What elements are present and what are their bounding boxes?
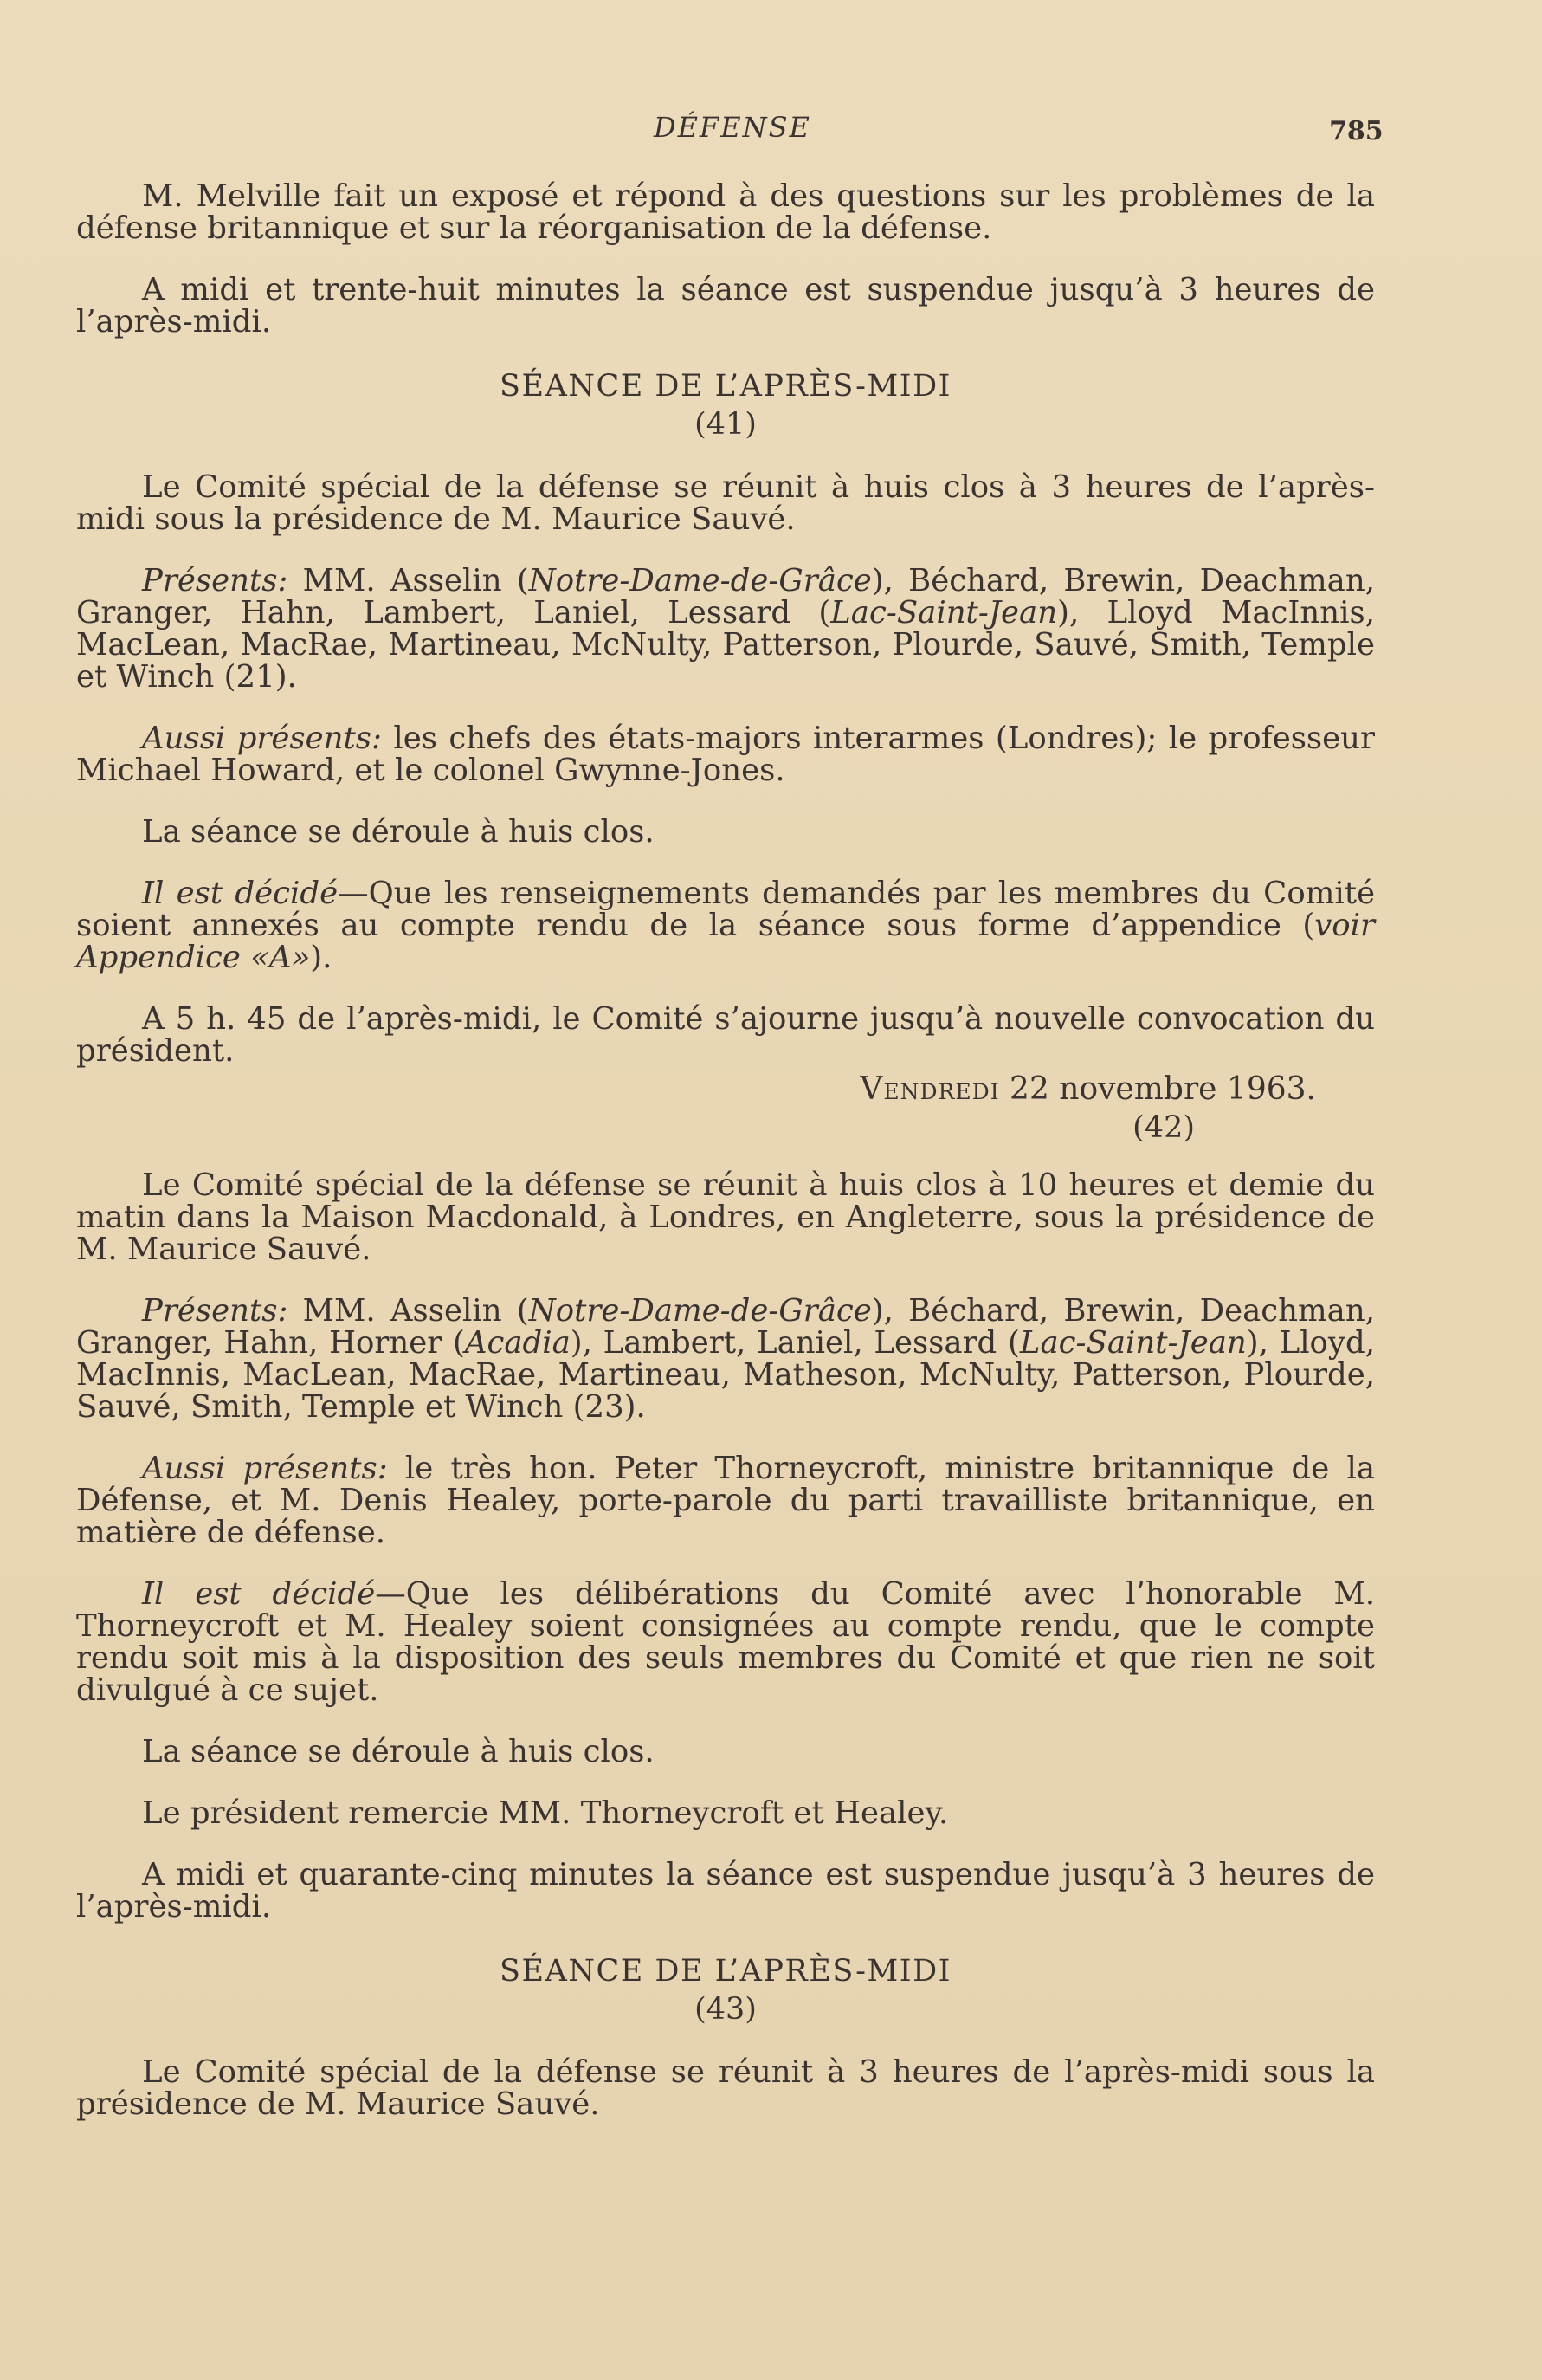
paragraph-aussi-presents-41: [76, 722, 1375, 786]
aussi-presents-label: Aussi présents:: [142, 721, 382, 756]
paragraph-opening-41: Le Comité spécial de la défense se réunit à huis clos à 3 heures de l’après-midi sous la présidence de M. Maurice Sauvé.: [76, 469, 1375, 537]
paragraph-suspension-midi: A midi et trente-huit minutes la séance est suspendue jusqu’à 3 heures de l’après-midi.: [76, 272, 1375, 340]
paragraph-opening-42: Le Comité spécial de la défense se réunit à huis clos à 10 heures et demie du matin dans la Maison Macdonald, à Londres, en Angleterre, sous la présidence de M. Maurice Sauvé.: [76, 1167, 1375, 1267]
paragraph-melville: M. Melville fait un exposé et répond à des questions sur les problèmes de la défense britannique et sur la réorganisation de la défense.: [76, 178, 1375, 246]
decide-label: Il est décidé: [142, 876, 339, 911]
paragraph-presents-42: [76, 1295, 1375, 1423]
document-body: [76, 180, 1375, 2150]
paragraph-decide-42: [76, 1578, 1375, 1706]
paragraph-adjourn-41: A 5 h. 45 de l’après-midi, le Comité s’ajourne jusqu’à nouvelle convocation du président.: [76, 1001, 1375, 1069]
presents-text: MM. Asselin (: [287, 563, 529, 598]
seance-number-43: (43): [694, 1992, 757, 2027]
riding-name: Lac-Saint-Jean: [1019, 1325, 1247, 1361]
paragraph-opening-43: Le Comité spécial de la défense se réunit à 3 heures de l’après-midi sous la présidence de M. Maurice Sauvé.: [76, 2054, 1375, 2122]
aussi-presents-label: Aussi présents:: [142, 1451, 388, 1486]
date-day: Vendredi: [860, 1071, 1000, 1107]
decide-label: Il est décidé: [142, 1576, 376, 1612]
riding-name: Notre-Dame-de-Grâce: [528, 563, 872, 598]
running-head: [0, 111, 1542, 154]
paragraph-suspend-42: A midi et quarante-cinq minutes la séance est suspendue jusqu’à 3 heures de l’après-midi.: [76, 1857, 1375, 1924]
paragraph-remercie-42: Le président remercie MM. Thorneycroft et Healey.: [142, 1795, 949, 1831]
decide-text: ).: [310, 940, 332, 975]
decide-text: —Que les renseignements demandés par les membres du Comité soient annexés au compte rendu de la séance sous forme d’appendice (: [76, 876, 1375, 943]
seance-number-41: (41): [694, 407, 757, 442]
paragraph-aussi-presents-42: [76, 1452, 1375, 1549]
date-line-42: [76, 1070, 1375, 1109]
decide-text: —Que les délibérations du Comité avec l’honorable M. Thorneycroft et M. Healey soient consignées au compte rendu, que le compte rendu soit mis à la disposition des seuls membres du Comité et que rien ne soit divulgué à ce sujet.: [76, 1576, 1375, 1708]
presents-text: ), Lambert, Laniel, Lessard (: [570, 1325, 1020, 1361]
riding-name: Lac-Saint-Jean: [830, 595, 1058, 631]
riding-name: Acadia: [464, 1325, 571, 1361]
paragraph-huis-clos-41: La séance se déroule à huis clos.: [142, 814, 655, 850]
page-number: 785: [1329, 116, 1384, 146]
presents-label: Présents:: [142, 1293, 288, 1329]
running-head-title: DÉFENSE: [654, 111, 811, 144]
presents-label: Présents:: [142, 563, 288, 598]
paragraph-huis-clos-42: La séance se déroule à huis clos.: [142, 1734, 655, 1769]
section-heading-41: SÉANCE DE L’APRÈS-MIDI: [500, 369, 952, 404]
paragraph-presents-41: [76, 565, 1375, 693]
presents-text: ), Lloyd MacInnis, MacLean, MacRae, Martineau, McNulty, Patterson, Plourde, Sauvé, Smith, Temple et Winch (21).: [76, 595, 1375, 695]
riding-name: Notre-Dame-de-Grâce: [528, 1293, 872, 1329]
aussi-presents-text: les chefs des états-majors interarmes (Londres); le professeur Michael Howard, et le colonel Gwynne-Jones.: [76, 721, 1375, 788]
presents-text: ), Béchard, Brewin, Deachman, Granger, Hahn, Horner (: [76, 1293, 1375, 1361]
date-text: 22 novembre 1963.: [999, 1071, 1316, 1107]
seance-number-42: (42): [1132, 1110, 1195, 1145]
presents-text: ), Lloyd, MacInnis, MacLean, MacRae, Martineau, Matheson, McNulty, Patterson, Plourde, Sauvé, Smith, Temple et Winch (23).: [76, 1325, 1375, 1425]
presents-text: ), Béchard, Brewin, Deachman, Granger, Hahn, Lambert, Laniel, Lessard (: [76, 563, 1375, 631]
section-heading-43: SÉANCE DE L’APRÈS-MIDI: [500, 1954, 952, 1989]
aussi-presents-text: le très hon. Peter Thorneycroft, ministre britannique de la Défense, et M. Denis Healey, porte-parole du parti travailliste britannique, en matière de défense.: [76, 1451, 1375, 1550]
presents-text: MM. Asselin (: [287, 1293, 529, 1329]
appendix-reference: voir Appendice «A»: [76, 908, 1375, 975]
paragraph-decide-41: [76, 877, 1375, 973]
